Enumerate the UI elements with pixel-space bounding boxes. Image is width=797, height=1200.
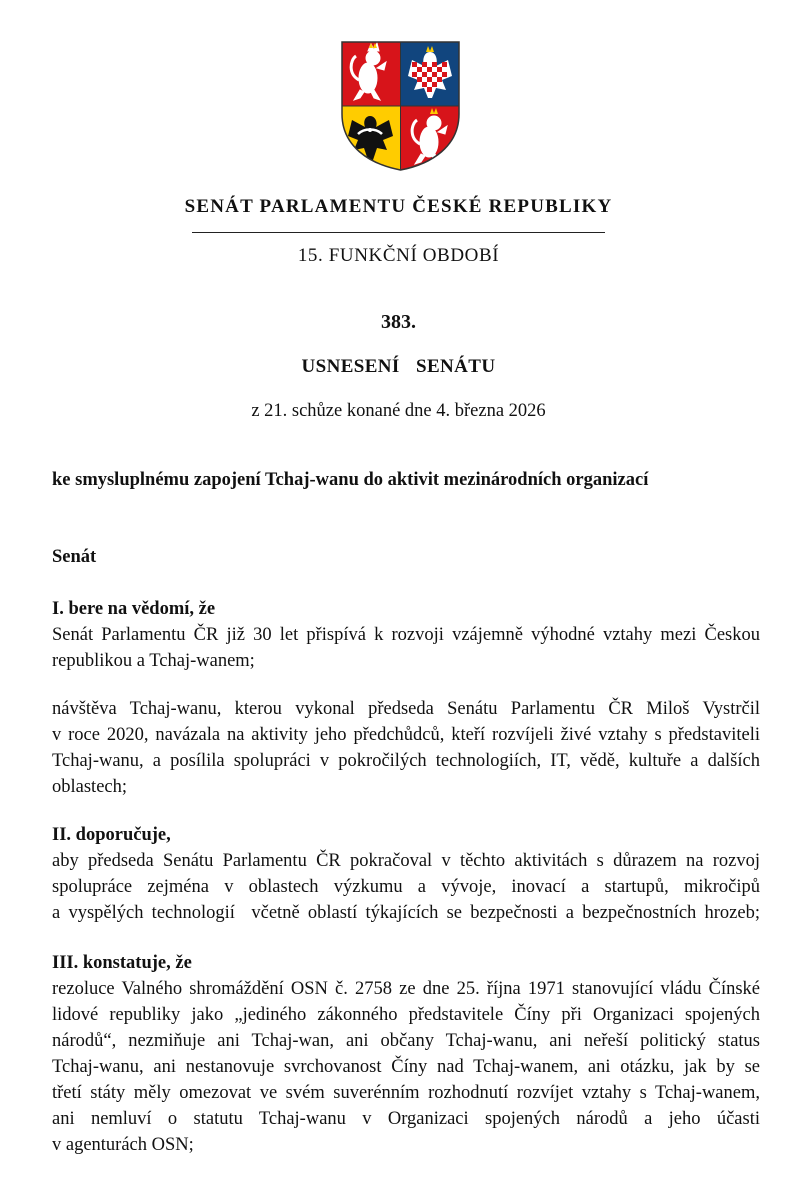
text-line: aby předseda Senátu Parlamentu ČR pokračoval v těchto aktivitách s důrazem na rozvoj: [52, 851, 760, 871]
text-line: třetí státy měly omezovat ve svém suverénním rozhodnutí rozvíjet vztahy s Tchaj-wanem,: [52, 1083, 760, 1103]
session-date: z 21. schůze konané dne 4. března 2026: [251, 401, 546, 421]
text-line: republikou a Tchaj-wanem;: [52, 651, 255, 671]
resolution-title: USNESENÍ SENÁTU: [301, 356, 496, 377]
text-line: národů“, nezmiňuje ani Tchaj-wan, ani občany Tchaj-wanu, ani neřeší politický status: [52, 1031, 760, 1051]
header-divider: [192, 232, 605, 233]
text-line: lidové republiky jako „jediného zákonného představitele Číny při Organizaci spojených: [52, 1005, 760, 1025]
text-line: rezoluce Valného shromáždění OSN č. 2758 ze dne 25. října 1971 stanovující vládu Čínské: [52, 979, 760, 999]
resolution-number: 383.: [381, 311, 416, 333]
text-line: oblastech;: [52, 777, 128, 797]
section-3-paragraph-1: [52, 976, 760, 1158]
text-line: Tchaj-wanu, a posílila spolupráci v pokročilých technologiích, IT, vědě, kultuře a dalších: [52, 751, 760, 771]
coat-of-arms-emblem: [340, 40, 461, 172]
opening-word: Senát: [52, 547, 97, 567]
section-3-heading: III. konstatuje, že: [52, 953, 192, 973]
section-2-heading: II. doporučuje,: [52, 825, 171, 845]
term-label: 15. FUNKČNÍ OBDOBÍ: [297, 245, 500, 266]
section-2-paragraph-1: [52, 848, 760, 926]
chamber-title: SENÁT PARLAMENTU ČESKÉ REPUBLIKY: [184, 196, 613, 217]
text-line: návštěva Tchaj-wanu, kterou vykonal předseda Senátu Parlamentu ČR Miloš Vystrčil: [52, 699, 760, 719]
text-line: Senát Parlamentu ČR již 30 let přispívá k rozvoji vzájemně výhodné vztahy mezi Českou: [52, 625, 760, 645]
text-line: Tchaj-wanu, ani nestanovuje svrchovanost Číny nad Tchaj-wanem, ani otázku, jak by se: [52, 1057, 760, 1077]
resolution-subject: ke smysluplnému zapojení Tchaj-wanu do aktivit mezinárodních organizací: [52, 470, 649, 490]
text-line: a vyspělých technologií včetně oblastí týkajících se bezpečnosti a bezpečnostních hrozeb;: [52, 903, 760, 923]
text-line: ani nemluví o statutu Tchaj-wanu v Organizaci spojených národů a jeho účasti: [52, 1109, 760, 1129]
text-line: spolupráce zejména v oblastech výzkumu a vývoje, inovací a startupů, mikročipů: [52, 877, 760, 897]
text-line: v agenturách OSN;: [52, 1135, 194, 1155]
section-1-paragraph-2: [52, 696, 760, 800]
section-1-paragraph-1: [52, 622, 760, 674]
section-1-heading: I. bere na vědomí, že: [52, 599, 216, 619]
text-line: v roce 2020, navázala na aktivity jeho předchůdců, kteří rozvíjeli živé vztahy s představiteli: [52, 725, 760, 745]
